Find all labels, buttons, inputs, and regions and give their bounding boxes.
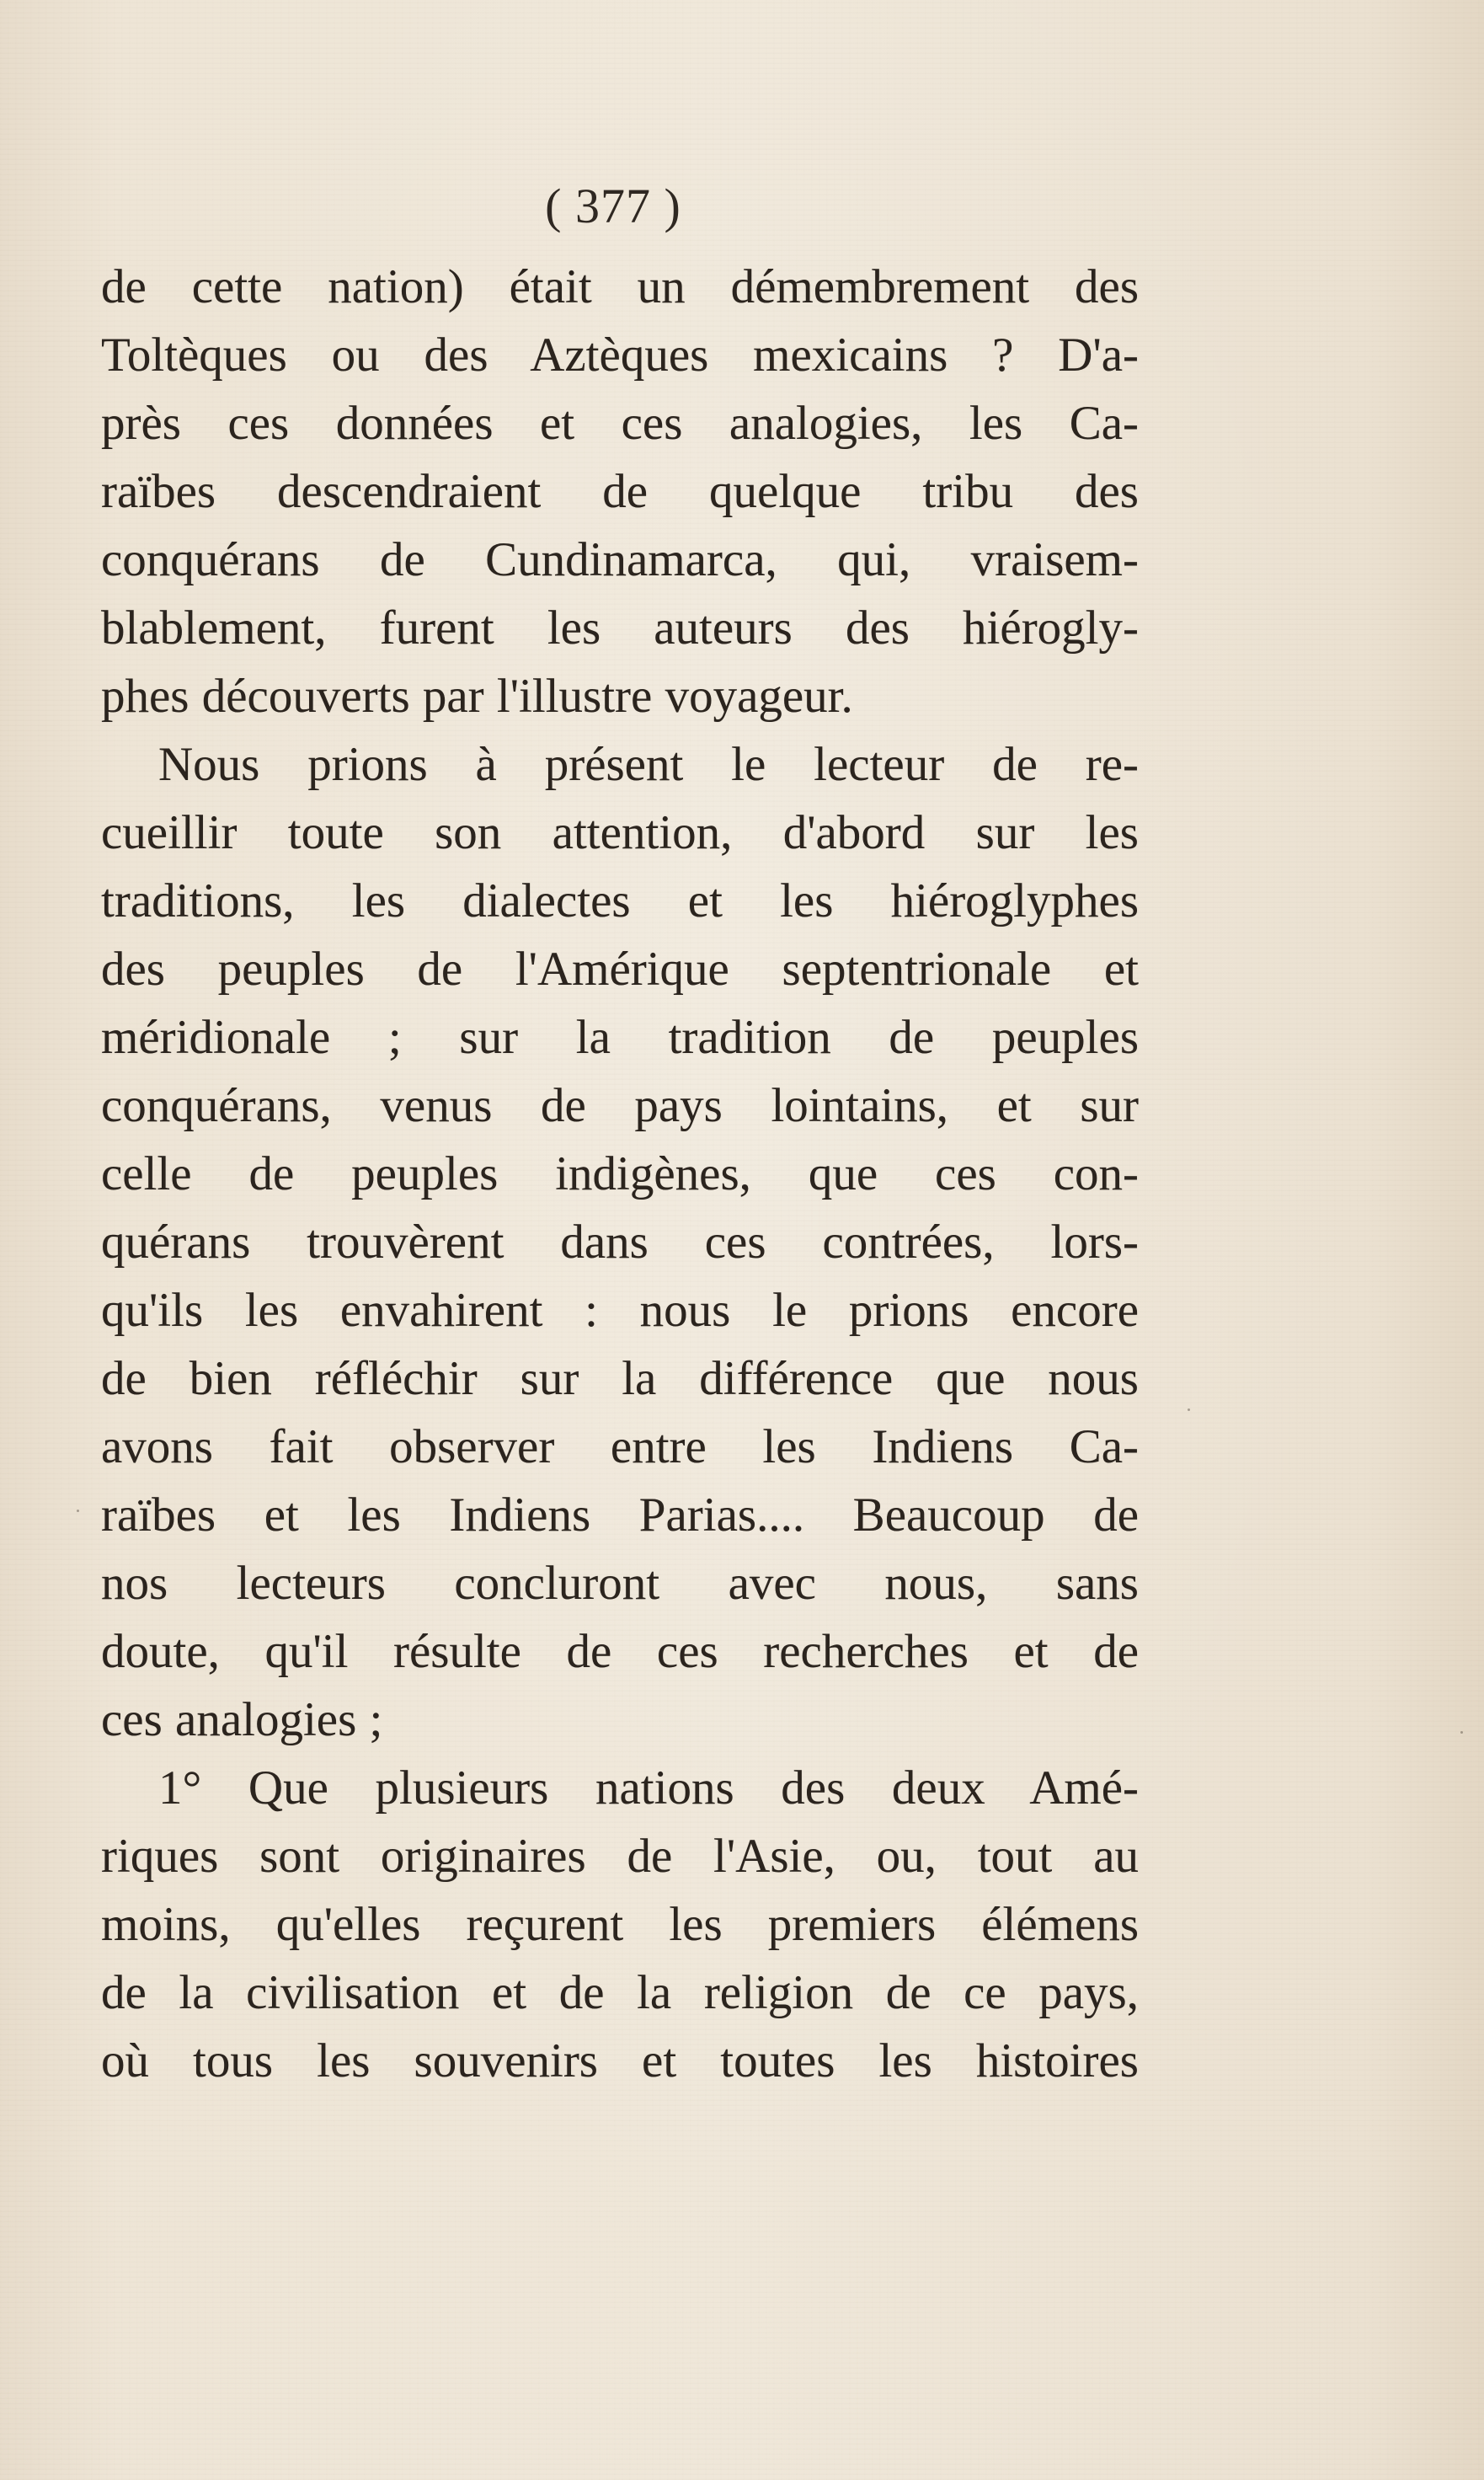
ink-speck <box>1188 1408 1190 1411</box>
text-line: de la civilisation et de la religion de ce pays, <box>101 1966 1139 2019</box>
ink-speck <box>1460 1731 1463 1734</box>
text-line: des peuples de l'Amérique septentrionale et <box>101 943 1139 996</box>
text-line: Toltèques ou des Aztèques mexicains ? D'a- <box>101 329 1139 382</box>
text-line: de bien réfléchir sur la différence que nous <box>101 1352 1139 1405</box>
text-line: moins, qu'elles reçurent les premiers élémens <box>101 1898 1139 1951</box>
text-line: cueillir toute son attention, d'abord sur les <box>101 806 1139 859</box>
text-line: raïbes descendraient de quelque tribu des <box>101 465 1139 518</box>
text-line: conquérans, venus de pays lointains, et sur <box>101 1079 1139 1132</box>
text-line: celle de peuples indigènes, que ces con- <box>101 1147 1139 1200</box>
text-line: riques sont originaires de l'Asie, ou, tout au <box>101 1830 1139 1883</box>
text-line: quérans trouvèrent dans ces contrées, lors- <box>101 1216 1139 1269</box>
body-text <box>101 253 1139 2095</box>
text-line: 1° Que plusieurs nations des deux Amé- <box>158 1761 1139 1815</box>
text-line: ces analogies ; <box>101 1693 383 1746</box>
text-line: qu'ils les envahirent : nous le prions encore <box>101 1284 1139 1337</box>
text-line: Nous prions à présent le lecteur de re- <box>158 738 1139 791</box>
text-line: où tous les souvenirs et toutes les histoires <box>101 2034 1139 2087</box>
text-line: méridionale ; sur la tradition de peuples <box>101 1011 1139 1064</box>
text-line: nos lecteurs concluront avec nous, sans <box>101 1557 1139 1610</box>
page-number: ( 377 ) <box>545 179 681 233</box>
text-line: phes découverts par l'illustre voyageur. <box>101 670 853 723</box>
text-line: avons fait observer entre les Indiens Ca- <box>101 1420 1139 1473</box>
text-line: raïbes et les Indiens Parias.... Beaucoup de <box>101 1489 1139 1542</box>
text-line: près ces données et ces analogies, les Ca- <box>101 397 1139 450</box>
text-line: conquérans de Cundinamarca, qui, vraisem- <box>101 533 1139 586</box>
text-line: doute, qu'il résulte de ces recherches et de <box>101 1625 1139 1678</box>
ink-speck <box>77 1510 79 1512</box>
text-line: de cette nation) était un démembrement des <box>101 260 1139 313</box>
text-line: traditions, les dialectes et les hiéroglyphes <box>101 874 1139 927</box>
text-line: blablement, furent les auteurs des hiérogly- <box>101 601 1139 655</box>
